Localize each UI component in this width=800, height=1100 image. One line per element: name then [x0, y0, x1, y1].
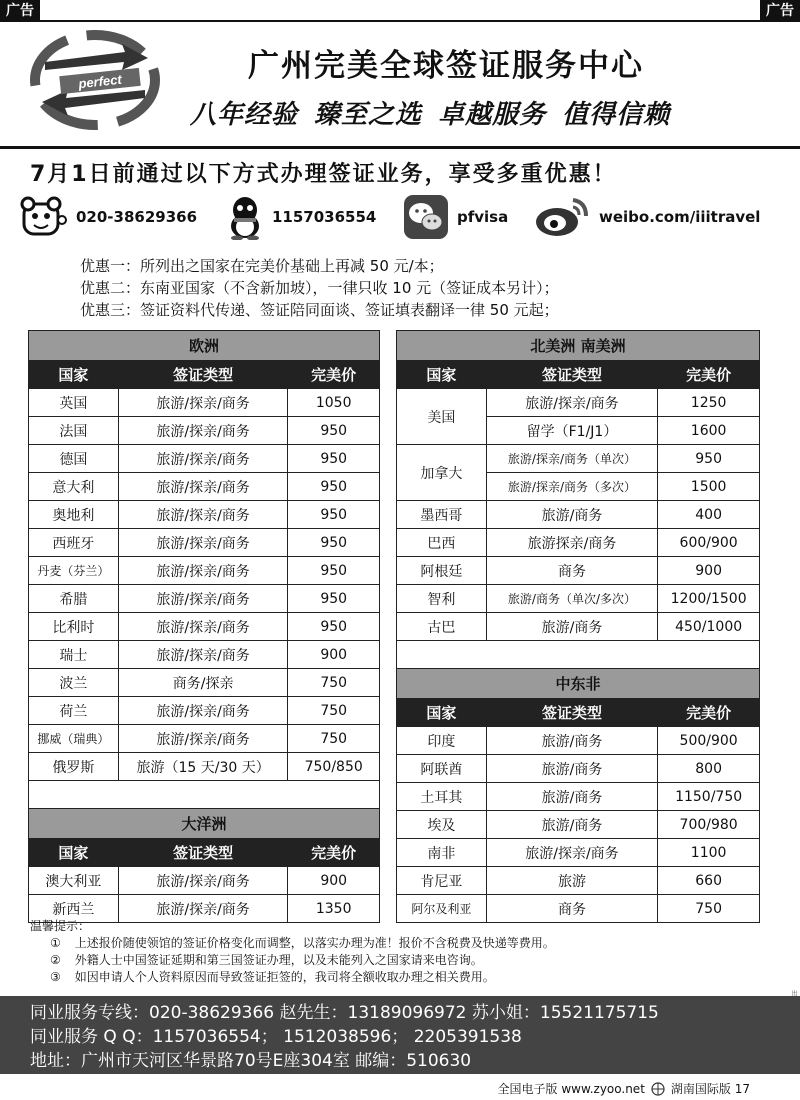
table-row: [397, 727, 760, 755]
col-header-price: 完美价: [288, 839, 380, 867]
col-header-price: 完美价: [658, 361, 760, 389]
visa-type-cell: 商务: [486, 557, 658, 585]
country-cell: 澳大利亚: [29, 867, 119, 895]
slogan: 八年经验 臻至之选 卓越服务 值得信赖: [190, 100, 671, 130]
col-header-price: 完美价: [288, 361, 380, 389]
table-row: [397, 613, 760, 641]
col-header-visa-type: 签证类型: [118, 361, 288, 389]
visa-type-cell: 旅游/探亲/商务: [118, 445, 288, 473]
price-cell: 500/900: [658, 727, 760, 755]
region-title: 北美洲 南美洲: [397, 331, 760, 361]
hotline-line: 同业服务专线：020-38629366 赵先生：13189096972 苏小姐：15521175715: [30, 1003, 659, 1023]
region-title: 欧洲: [29, 331, 380, 361]
contact-weibo[interactable]: [533, 192, 760, 242]
country-cell: 波兰: [29, 669, 119, 697]
price-cell: 750: [288, 697, 380, 725]
weibo-icon: [533, 194, 591, 240]
country-cell: 智利: [397, 585, 487, 613]
price-cell: 750: [288, 725, 380, 753]
table-row: [397, 389, 760, 417]
col-header-visa-type: 签证类型: [486, 361, 658, 389]
country-cell: 土耳其: [397, 783, 487, 811]
visa-type-cell: 旅游/商务: [486, 727, 658, 755]
visa-type-cell: 旅游/探亲/商务: [118, 585, 288, 613]
price-cell: 660: [658, 867, 760, 895]
visa-type-cell: 旅游/探亲/商务: [118, 641, 288, 669]
price-cell: 1050: [288, 389, 380, 417]
contact-phone[interactable]: [18, 192, 197, 242]
country-cell: 德国: [29, 445, 119, 473]
wechat-icon: [403, 194, 449, 240]
visa-type-cell: 旅游/商务: [486, 613, 658, 641]
price-cell: 950: [288, 613, 380, 641]
table-row: [29, 529, 380, 557]
country-cell: 挪威（瑞典）: [29, 725, 119, 753]
country-cell: 墨西哥: [397, 501, 487, 529]
visa-type-cell: 旅游/探亲/商务: [118, 867, 288, 895]
tip-item: [30, 969, 555, 986]
col-header-visa-type: 签证类型: [486, 699, 658, 727]
price-cell: 1250: [658, 389, 760, 417]
country-cell: 意大利: [29, 473, 119, 501]
tip-item: [30, 952, 555, 969]
mascot-icon: [18, 194, 68, 240]
price-cell: 1100: [658, 839, 760, 867]
country-cell: 奥地利: [29, 501, 119, 529]
table-row: [29, 867, 380, 895]
country-cell: 南非: [397, 839, 487, 867]
tips-section: [30, 918, 555, 986]
table-row: [29, 669, 380, 697]
table-row: [29, 445, 380, 473]
table-row: [29, 501, 380, 529]
europe-table: [28, 330, 380, 923]
country-cell: 荷兰: [29, 697, 119, 725]
region-title: 大洋洲: [29, 809, 380, 839]
qq-line: 同业服务 Q Q：1157036554； 1512038596； 2205391538: [30, 1027, 522, 1047]
tip-item: [30, 935, 555, 952]
country-cell: 印度: [397, 727, 487, 755]
price-cell: 1500: [658, 473, 760, 501]
visa-type-cell: 旅游/商务: [486, 755, 658, 783]
table-row: [29, 725, 380, 753]
table-row: [29, 389, 380, 417]
country-cell: 希腊: [29, 585, 119, 613]
qq-penguin-icon: [226, 194, 264, 240]
price-cell: 950: [288, 557, 380, 585]
visa-type-cell: 旅游/探亲/商务: [118, 613, 288, 641]
price-cell: 450/1000: [658, 613, 760, 641]
price-cell: 1600: [658, 417, 760, 445]
table-row: [397, 783, 760, 811]
globe-icon: [651, 1082, 665, 1096]
table-row: [397, 529, 760, 557]
table-row: [397, 557, 760, 585]
price-cell: 1200/1500: [658, 585, 760, 613]
price-cell: 1150/750: [658, 783, 760, 811]
table-row: [29, 417, 380, 445]
price-cell: 950: [288, 585, 380, 613]
country-cell: 比利时: [29, 613, 119, 641]
country-cell: 丹麦（芬兰）: [29, 557, 119, 585]
country-cell: 加拿大: [397, 445, 487, 501]
table-row: [29, 753, 380, 781]
price-cell: 950: [288, 501, 380, 529]
table-row: [29, 557, 380, 585]
price-cell: 750: [658, 895, 760, 923]
visa-type-cell: 旅游/探亲/商务: [486, 839, 658, 867]
visa-type-cell: 旅游/探亲/商务: [118, 389, 288, 417]
contact-qq[interactable]: [226, 192, 376, 242]
visa-type-cell: 留学（F1/J1）: [486, 417, 658, 445]
footer-site: 全国电子版 www.zyoo.net: [497, 1082, 645, 1096]
visa-type-cell: 旅游: [486, 867, 658, 895]
price-cell: 750/850: [288, 753, 380, 781]
table-row: [397, 839, 760, 867]
country-cell: 肯尼亚: [397, 867, 487, 895]
table-row: [397, 445, 760, 473]
price-cell: 600/900: [658, 529, 760, 557]
country-cell: 阿根廷: [397, 557, 487, 585]
side-note: 出广告前文件请到广告协会: [790, 990, 797, 1062]
visa-type-cell: 旅游/商务: [486, 783, 658, 811]
offer-item: 优惠一：所列出之国家在完美价基础上再减 50 元/本；: [80, 257, 444, 275]
table-row: [29, 585, 380, 613]
country-cell: 瑞士: [29, 641, 119, 669]
price-cell: 1350: [288, 895, 380, 923]
country-cell: 西班牙: [29, 529, 119, 557]
col-header-price: 完美价: [658, 699, 760, 727]
price-cell: 950: [288, 417, 380, 445]
table-row: [397, 867, 760, 895]
visa-type-cell: 旅游（15 天/30 天）: [118, 753, 288, 781]
price-cell: 950: [288, 445, 380, 473]
visa-type-cell: 旅游/探亲/商务: [118, 895, 288, 923]
price-cell: 900: [658, 557, 760, 585]
col-header-visa-type: 签证类型: [118, 839, 288, 867]
svg-text:perfect: perfect: [77, 71, 123, 92]
contact-wechat[interactable]: [403, 192, 508, 242]
americas-table: [396, 330, 760, 923]
tips-title: 温馨提示：: [30, 919, 91, 933]
contact-phone-text: 020-38629366: [76, 208, 198, 226]
top-divider: [0, 20, 800, 22]
country-cell: 埃及: [397, 811, 487, 839]
page-title: 广州完美全球签证服务中心: [248, 48, 644, 84]
visa-type-cell: 旅游/探亲/商务: [118, 697, 288, 725]
visa-type-cell: 旅游/探亲/商务: [486, 389, 658, 417]
perfect-logo: [30, 30, 160, 130]
visa-type-cell: 旅游/探亲/商务: [118, 725, 288, 753]
offer-list: [80, 255, 559, 321]
visa-type-cell: 旅游/商务: [486, 811, 658, 839]
col-header-country: 国家: [29, 361, 119, 389]
contact-row: [18, 192, 788, 242]
country-cell: 英国: [29, 389, 119, 417]
price-cell: 950: [288, 473, 380, 501]
page-footer: [498, 1080, 750, 1097]
price-cell: 950: [658, 445, 760, 473]
perfect-logo-icon: [30, 30, 160, 130]
contact-bar: [0, 996, 800, 1074]
address-line: 地址：广州市天河区华景路70号E座304室 邮编：510630: [30, 1051, 472, 1071]
country-cell: 阿联酋: [397, 755, 487, 783]
header-divider: [0, 146, 800, 149]
price-cell: 950: [288, 529, 380, 557]
col-header-country: 国家: [397, 361, 487, 389]
table-row: [397, 501, 760, 529]
contact-qq-text: 1157036554: [272, 208, 377, 226]
offer-item: 优惠二：东南亚国家（不含新加坡），一律只收 10 元（签证成本另计）；: [80, 279, 559, 297]
table-row: [397, 811, 760, 839]
visa-type-cell: 旅游/探亲/商务（单次）: [486, 445, 658, 473]
footer-edition: 湖南国际版 17: [670, 1082, 750, 1096]
tip-number: ③: [50, 970, 61, 984]
visa-type-cell: 旅游/商务（单次/多次）: [486, 585, 658, 613]
blank-row: [29, 781, 380, 809]
table-row: [29, 473, 380, 501]
tip-text: 上述报价随使领馆的签证价格变化而调整，以落实办理为准！报价不含税费及快递等费用。: [74, 936, 555, 950]
table-row: [397, 585, 760, 613]
visa-type-cell: 旅游/探亲/商务（多次）: [486, 473, 658, 501]
price-cell: 750: [288, 669, 380, 697]
table-row: [397, 755, 760, 783]
price-cell: 900: [288, 867, 380, 895]
country-cell: 阿尔及利亚: [397, 895, 487, 923]
country-cell: 新西兰: [29, 895, 119, 923]
visa-type-cell: 商务: [486, 895, 658, 923]
table-row: [29, 697, 380, 725]
region-title: 中东非: [397, 669, 760, 699]
visa-type-cell: 旅游/商务: [486, 501, 658, 529]
offer-item: 优惠三：签证资料代传递、签证陪同面谈、签证填表翻译一律 50 元起；: [80, 301, 559, 319]
tip-text: 外籍人士中国签证延期和第三国签证办理，以及未能列入之国家请来电咨询。: [74, 953, 483, 967]
table-row: [29, 613, 380, 641]
visa-type-cell: 旅游/探亲/商务: [118, 473, 288, 501]
price-cell: 700/980: [658, 811, 760, 839]
ad-label-left: 广告: [0, 0, 40, 22]
price-cell: 900: [288, 641, 380, 669]
country-cell: 俄罗斯: [29, 753, 119, 781]
price-cell: 400: [658, 501, 760, 529]
promo-title: 7月1日前通过以下方式办理签证业务，享受多重优惠！: [30, 162, 617, 187]
contact-weibo-text: weibo.com/iiitravel: [599, 208, 761, 226]
country-cell: 巴西: [397, 529, 487, 557]
tip-text: 如因申请人个人资料原因而导致签证拒签的，我司将全额收取办理之相关费用。: [74, 970, 495, 984]
visa-type-cell: 旅游/探亲/商务: [118, 557, 288, 585]
visa-type-cell: 商务/探亲: [118, 669, 288, 697]
country-cell: 古巴: [397, 613, 487, 641]
contact-wechat-text: pfvisa: [457, 208, 509, 226]
tip-number: ①: [50, 936, 61, 950]
country-cell: 美国: [397, 389, 487, 445]
tip-number: ②: [50, 953, 61, 967]
visa-type-cell: 旅游/探亲/商务: [118, 501, 288, 529]
blank-row: [397, 641, 760, 669]
col-header-country: 国家: [397, 699, 487, 727]
visa-type-cell: 旅游探亲/商务: [486, 529, 658, 557]
visa-type-cell: 旅游/探亲/商务: [118, 417, 288, 445]
country-cell: 法国: [29, 417, 119, 445]
table-row: [29, 641, 380, 669]
col-header-country: 国家: [29, 839, 119, 867]
visa-type-cell: 旅游/探亲/商务: [118, 529, 288, 557]
price-cell: 800: [658, 755, 760, 783]
ad-label-right: 广告: [760, 0, 800, 22]
